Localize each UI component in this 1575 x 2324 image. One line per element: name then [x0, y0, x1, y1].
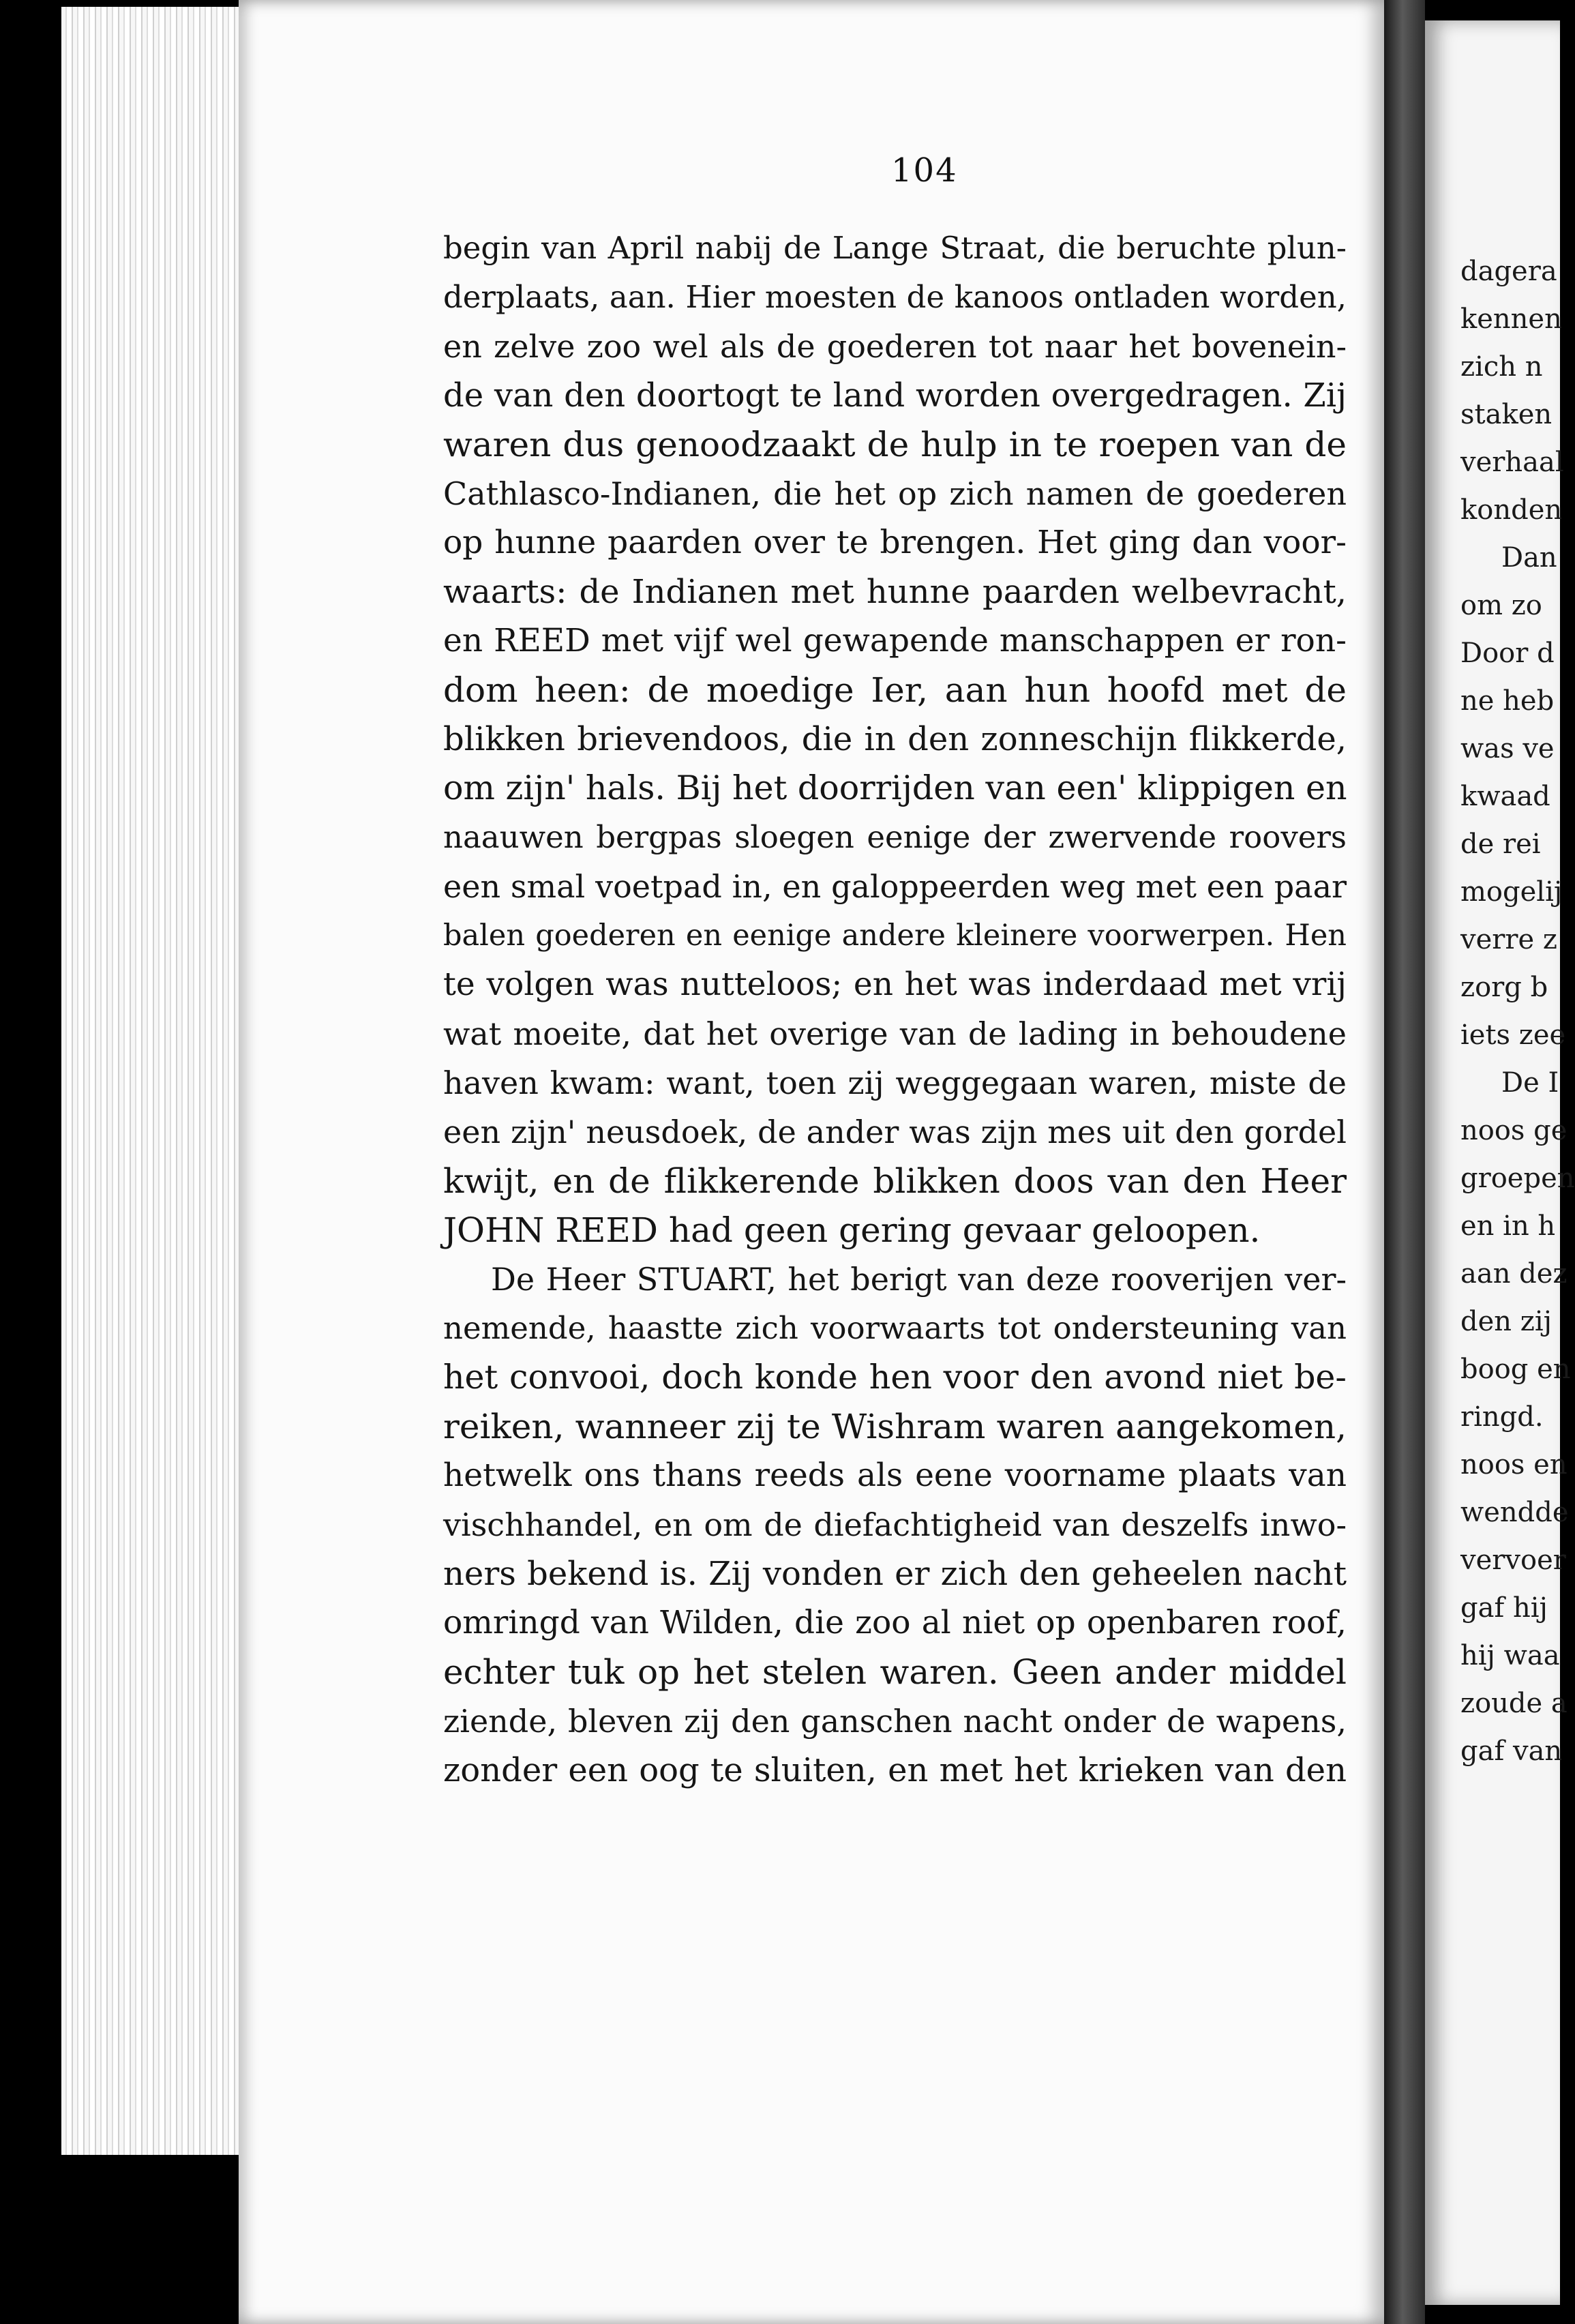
facing-text-line: verre z	[1460, 924, 1557, 955]
facing-text-line: groepen	[1460, 1163, 1575, 1194]
text-line: hetwelk ons thans reeds als eene voorname plaats van	[443, 1457, 1347, 1494]
text-line: haven kwam: want, toen zij weggegaan waren, miste de	[443, 1064, 1347, 1101]
text-line: op hunne paarden over te brengen. Het ging dan voor-	[443, 524, 1347, 561]
facing-text-line: dagera	[1460, 256, 1557, 287]
facing-text-line: was ve	[1460, 733, 1555, 764]
text-line: dom heen: de moedige Ier, aan hun hoofd met de	[443, 670, 1347, 710]
facing-text-line: verhaal	[1460, 447, 1564, 478]
facing-text-line: zich n	[1460, 351, 1543, 383]
text-line: wat moeite, dat het overige van de lading in behoudene	[443, 1015, 1347, 1052]
facing-text-line: mogelij	[1460, 876, 1563, 908]
text-line: zonder een oog te sluiten, en met het krieken van den	[443, 1751, 1347, 1789]
facing-text-line: vervoer	[1460, 1545, 1566, 1576]
facing-text-line: om zo	[1460, 590, 1542, 621]
facing-text-line: gaf hij	[1460, 1592, 1548, 1624]
facing-text-line: boog en	[1460, 1354, 1571, 1385]
text-line: blikken brievendoos, die in den zonneschijn flikkerde,	[443, 720, 1347, 758]
book-gutter	[1384, 0, 1425, 2324]
text-line: ners bekend is. Zij vonden er zich den geheelen nacht	[443, 1555, 1347, 1593]
text-line: kwijt, en de flikkerende blikken doos van den Heer	[443, 1161, 1347, 1201]
facing-text-line: zorg b	[1460, 972, 1548, 1003]
facing-text-line: hij waa	[1460, 1640, 1560, 1671]
text-line: begin van April nabij de Lange Straat, die beruchte plun-	[443, 230, 1347, 266]
text-line: balen goederen en eenige andere kleinere voorwerpen. Hen	[443, 919, 1347, 953]
text-line: waarts: de Indianen met hunne paarden welbevracht,	[443, 573, 1347, 611]
text-line: te volgen was nutteloos; en het was inderdaad met vrij	[443, 966, 1347, 1003]
page-edges	[61, 7, 241, 2155]
text-line: De Heer STUART, het berigt van deze rooverijen ver-	[491, 1261, 1347, 1298]
text-line: en zelve zoo wel als de goederen tot naar het bovenein-	[443, 328, 1347, 365]
facing-text-line: noos en	[1460, 1449, 1567, 1480]
facing-text-line: kennen	[1460, 303, 1562, 335]
text-line: ziende, bleven zij den ganschen nacht onder de wapens,	[443, 1703, 1347, 1740]
text-line: echter tuk op het stelen waren. Geen ander middel	[443, 1652, 1347, 1692]
text-line: nemende, haastte zich voorwaarts tot ondersteuning van	[443, 1310, 1347, 1346]
facing-text-line: ringd.	[1460, 1401, 1544, 1433]
text-line: en REED met vijf wel gewapende manschappen er ron-	[443, 622, 1347, 659]
text-line: derplaats, aan. Hier moesten de kanoos ontladen worden,	[443, 279, 1347, 315]
facing-text-line: kwaad	[1460, 781, 1550, 812]
text-line: om zijn' hals. Bij het doorrijden van een' klippigen en	[443, 769, 1347, 807]
facing-page	[1425, 20, 1575, 2305]
facing-text-line: den zij	[1460, 1306, 1552, 1337]
text-line: het convooi, doch konde hen voor den avond niet be-	[443, 1358, 1347, 1397]
text-line: de van den doortogt te land worden overgedragen. Zij	[443, 376, 1347, 415]
facing-text-line: Door d	[1460, 638, 1555, 669]
facing-text-line: Dan	[1501, 542, 1557, 573]
facing-text-line: zoude a	[1460, 1688, 1567, 1719]
text-line: Cathlasco-Indianen, die het op zich namen de goederen	[443, 475, 1347, 512]
facing-text-line: konden	[1460, 494, 1563, 526]
facing-text-line: De I	[1501, 1067, 1559, 1099]
text-line: omringd van Wilden, die zoo al niet op openbaren roof,	[443, 1604, 1347, 1641]
text-line: naauwen bergpas sloegen eenige der zwervende roovers	[443, 819, 1347, 855]
text-line: waren dus genoodzaakt de hulp in te roepen van de	[443, 425, 1347, 464]
text-line: JOHN REED had geen gering gevaar geloopen.	[443, 1210, 1261, 1250]
facing-text-line: gaf van	[1460, 1735, 1563, 1767]
facing-text-line: en in h	[1460, 1210, 1556, 1242]
facing-text-line: aan dez	[1460, 1258, 1567, 1290]
text-line: een zijn' neusdoek, de ander was zijn mes uit den gordel	[443, 1114, 1347, 1150]
facing-text-line: iets zee	[1460, 1019, 1566, 1051]
facing-text-line: staken	[1460, 399, 1552, 430]
text-line: een smal voetpad in, en galoppeerden weg met een paar	[443, 868, 1347, 905]
page-number: 104	[891, 151, 958, 190]
facing-text-line: wendde	[1460, 1497, 1569, 1528]
facing-text-line: de rei	[1460, 829, 1541, 860]
text-line: vischhandel, en om de diefachtigheid van deszelfs inwo-	[443, 1506, 1347, 1543]
text-line: reiken, wanneer zij te Wishram waren aangekomen,	[443, 1407, 1347, 1446]
facing-text-line: noos ge	[1460, 1115, 1567, 1146]
facing-text-line: ne heb	[1460, 685, 1555, 717]
